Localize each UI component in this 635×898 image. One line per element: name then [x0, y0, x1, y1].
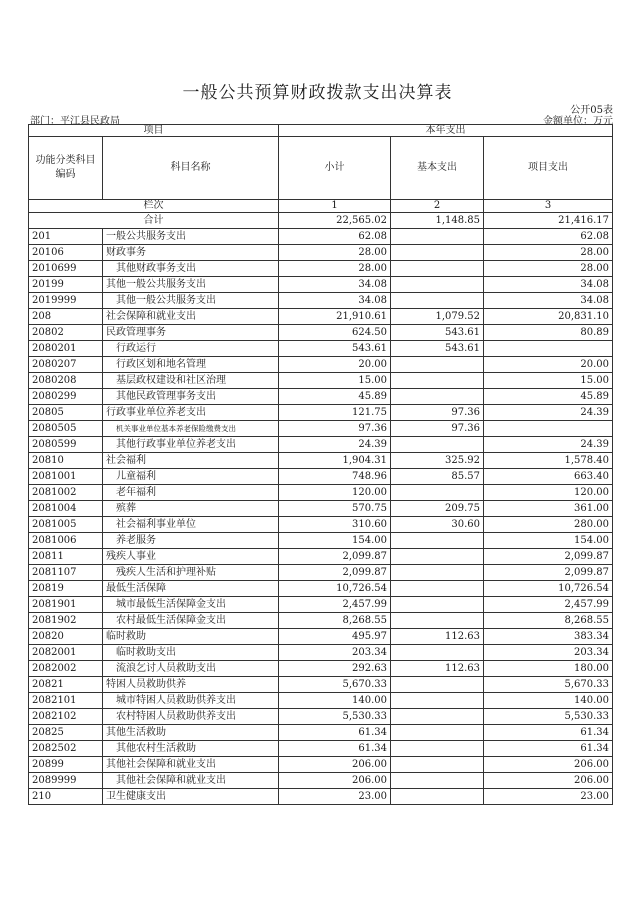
table-row — [29, 453, 613, 469]
row-project: 1,578.40 — [484, 453, 613, 469]
row-basic — [391, 293, 484, 309]
row-name: 其他社会保障和就业支出 — [103, 773, 279, 789]
row-name: 其他民政管理事务支出 — [103, 389, 279, 405]
table-row — [29, 245, 613, 261]
table-row — [29, 517, 613, 533]
table-row — [29, 325, 613, 341]
row-project: 2,457.99 — [484, 597, 613, 613]
row-name: 其他社会保障和就业支出 — [103, 757, 279, 773]
row-name: 财政事务 — [103, 245, 279, 261]
row-basic — [391, 725, 484, 741]
row-subtotal: 1,904.31 — [279, 453, 391, 469]
row-subtotal: 97.36 — [279, 421, 391, 437]
row-code: 20805 — [29, 405, 103, 421]
table-row — [29, 293, 613, 309]
row-code: 201 — [29, 229, 103, 245]
row-subtotal: 206.00 — [279, 757, 391, 773]
row-project: 24.39 — [484, 405, 613, 421]
row-subtotal: 5,530.33 — [279, 709, 391, 725]
row-basic — [391, 533, 484, 549]
row-name: 残疾人事业 — [103, 549, 279, 565]
row-basic — [391, 693, 484, 709]
row-basic — [391, 357, 484, 373]
row-name: 残疾人生活和护理补贴 — [103, 565, 279, 581]
row-subtotal: 310.60 — [279, 517, 391, 533]
table-row — [29, 421, 613, 437]
header-basic: 基本支出 — [391, 137, 484, 200]
row-code: 2081004 — [29, 501, 103, 517]
row-basic: 97.36 — [391, 405, 484, 421]
row-name: 农村特困人员救助供养支出 — [103, 709, 279, 725]
row-name: 其他生活救助 — [103, 725, 279, 741]
header-row-top — [29, 125, 613, 137]
row-project: 80.89 — [484, 325, 613, 341]
table-row — [29, 661, 613, 677]
row-basic — [391, 645, 484, 661]
row-basic — [391, 709, 484, 725]
header-code: 功能分类科目编码 — [29, 137, 103, 200]
row-name: 流浪乞讨人员救助支出 — [103, 661, 279, 677]
row-project: 10,726.54 — [484, 581, 613, 597]
row-code: 2082102 — [29, 709, 103, 725]
table-row — [29, 773, 613, 789]
row-code: 2080207 — [29, 357, 103, 373]
row-name: 基层政权建设和社区治理 — [103, 373, 279, 389]
row-name: 社会福利事业单位 — [103, 517, 279, 533]
header-item: 项目 — [29, 125, 279, 137]
row-basic — [391, 789, 484, 805]
row-subtotal: 8,268.55 — [279, 613, 391, 629]
row-code: 20106 — [29, 245, 103, 261]
row-name: 社会保障和就业支出 — [103, 309, 279, 325]
row-name: 一般公共服务支出 — [103, 229, 279, 245]
row-code: 20825 — [29, 725, 103, 741]
row-project: 361.00 — [484, 501, 613, 517]
row-code: 2080505 — [29, 421, 103, 437]
table-row — [29, 389, 613, 405]
header-project: 项目支出 — [484, 137, 613, 200]
table-row — [29, 533, 613, 549]
row-subtotal: 24.39 — [279, 437, 391, 453]
column-index-3: 3 — [484, 200, 613, 213]
table-row — [29, 261, 613, 277]
table-row — [29, 677, 613, 693]
row-basic — [391, 245, 484, 261]
table-row — [29, 373, 613, 389]
row-project: 663.40 — [484, 469, 613, 485]
row-basic — [391, 437, 484, 453]
column-index-2: 2 — [391, 200, 484, 213]
row-subtotal: 10,726.54 — [279, 581, 391, 597]
unit-label: 金额单位：万元 — [543, 116, 613, 127]
table-row — [29, 581, 613, 597]
total-project: 21,416.17 — [484, 213, 613, 229]
row-code: 2081006 — [29, 533, 103, 549]
expenditure-table — [28, 124, 613, 805]
row-basic — [391, 261, 484, 277]
form-number: 公开05表 — [570, 105, 613, 116]
table-row — [29, 757, 613, 773]
total-subtotal: 22,565.02 — [279, 213, 391, 229]
row-subtotal: 61.34 — [279, 725, 391, 741]
row-basic: 112.63 — [391, 629, 484, 645]
row-project: 383.34 — [484, 629, 613, 645]
row-code: 2082101 — [29, 693, 103, 709]
table-row — [29, 405, 613, 421]
column-index-row — [29, 200, 613, 213]
table-row — [29, 469, 613, 485]
table-row — [29, 597, 613, 613]
row-subtotal: 154.00 — [279, 533, 391, 549]
row-name: 卫生健康支出 — [103, 789, 279, 805]
row-name: 农村最低生活保障金支出 — [103, 613, 279, 629]
row-name: 其他一般公共服务支出 — [103, 293, 279, 309]
row-code: 2081107 — [29, 565, 103, 581]
row-project: 28.00 — [484, 245, 613, 261]
row-basic — [391, 741, 484, 757]
column-label: 栏次 — [29, 200, 279, 213]
row-project: 28.00 — [484, 261, 613, 277]
row-name: 行政事业单位养老支出 — [103, 405, 279, 421]
row-code: 2080201 — [29, 341, 103, 357]
row-project: 20,831.10 — [484, 309, 613, 325]
row-subtotal: 203.34 — [279, 645, 391, 661]
row-basic — [391, 757, 484, 773]
table-row — [29, 485, 613, 501]
row-code: 2089999 — [29, 773, 103, 789]
row-subtotal: 28.00 — [279, 245, 391, 261]
row-subtotal: 20.00 — [279, 357, 391, 373]
table-row — [29, 725, 613, 741]
row-code: 20821 — [29, 677, 103, 693]
total-row — [29, 213, 613, 229]
row-basic: 112.63 — [391, 661, 484, 677]
row-project: 45.89 — [484, 389, 613, 405]
row-basic — [391, 773, 484, 789]
row-subtotal: 2,099.87 — [279, 565, 391, 581]
header-current-year: 本年支出 — [279, 125, 613, 137]
row-name: 养老服务 — [103, 533, 279, 549]
row-code: 2081001 — [29, 469, 103, 485]
row-code: 20819 — [29, 581, 103, 597]
row-code: 2081901 — [29, 597, 103, 613]
row-basic: 543.61 — [391, 341, 484, 357]
row-basic: 97.36 — [391, 421, 484, 437]
row-basic — [391, 613, 484, 629]
row-subtotal: 62.08 — [279, 229, 391, 245]
row-subtotal: 34.08 — [279, 277, 391, 293]
row-project: 15.00 — [484, 373, 613, 389]
row-subtotal: 5,670.33 — [279, 677, 391, 693]
row-code: 210 — [29, 789, 103, 805]
row-subtotal: 61.34 — [279, 741, 391, 757]
row-basic — [391, 549, 484, 565]
row-code: 2081005 — [29, 517, 103, 533]
row-project: 5,670.33 — [484, 677, 613, 693]
row-project: 34.08 — [484, 293, 613, 309]
table-row — [29, 709, 613, 725]
row-code: 2019999 — [29, 293, 103, 309]
row-code: 20199 — [29, 277, 103, 293]
row-subtotal: 495.97 — [279, 629, 391, 645]
row-code: 20899 — [29, 757, 103, 773]
row-basic — [391, 581, 484, 597]
report-title: 一般公共预算财政拨款支出决算表 — [182, 83, 453, 103]
row-subtotal: 121.75 — [279, 405, 391, 421]
row-project: 154.00 — [484, 533, 613, 549]
row-subtotal: 28.00 — [279, 261, 391, 277]
row-name: 其他农村生活救助 — [103, 741, 279, 757]
row-basic — [391, 485, 484, 501]
row-subtotal: 543.61 — [279, 341, 391, 357]
row-name: 行政区划和地名管理 — [103, 357, 279, 373]
row-name: 其他行政事业单位养老支出 — [103, 437, 279, 453]
row-code: 2081002 — [29, 485, 103, 501]
row-subtotal: 206.00 — [279, 773, 391, 789]
row-name: 行政运行 — [103, 341, 279, 357]
row-project: 23.00 — [484, 789, 613, 805]
row-project: 180.00 — [484, 661, 613, 677]
department-label: 部门：平江县民政局 — [30, 116, 120, 127]
row-basic — [391, 677, 484, 693]
row-project: 206.00 — [484, 773, 613, 789]
row-name: 临时救助支出 — [103, 645, 279, 661]
row-name: 其他财政事务支出 — [103, 261, 279, 277]
row-code: 2080208 — [29, 373, 103, 389]
row-code: 2010699 — [29, 261, 103, 277]
row-project: 61.34 — [484, 725, 613, 741]
row-project: 61.34 — [484, 741, 613, 757]
row-subtotal: 34.08 — [279, 293, 391, 309]
row-basic — [391, 229, 484, 245]
row-name: 临时救助 — [103, 629, 279, 645]
row-basic: 325.92 — [391, 453, 484, 469]
row-name: 城市特困人员救助供养支出 — [103, 693, 279, 709]
table-row — [29, 501, 613, 517]
row-project: 2,099.87 — [484, 549, 613, 565]
row-basic: 209.75 — [391, 501, 484, 517]
row-code: 20810 — [29, 453, 103, 469]
table-row — [29, 629, 613, 645]
row-code: 20811 — [29, 549, 103, 565]
header-name: 科目名称 — [103, 137, 279, 200]
row-subtotal: 45.89 — [279, 389, 391, 405]
row-name: 殡葬 — [103, 501, 279, 517]
row-basic: 85.57 — [391, 469, 484, 485]
row-subtotal: 2,457.99 — [279, 597, 391, 613]
row-code: 2081902 — [29, 613, 103, 629]
table-row — [29, 741, 613, 757]
row-code: 2082001 — [29, 645, 103, 661]
row-code: 2080599 — [29, 437, 103, 453]
table-row — [29, 309, 613, 325]
row-code: 208 — [29, 309, 103, 325]
table-row — [29, 645, 613, 661]
row-subtotal: 120.00 — [279, 485, 391, 501]
table-row — [29, 437, 613, 453]
row-basic — [391, 565, 484, 581]
total-label: 合计 — [29, 213, 279, 229]
row-project: 8,268.55 — [484, 613, 613, 629]
row-basic — [391, 389, 484, 405]
row-name: 儿童福利 — [103, 469, 279, 485]
row-subtotal: 570.75 — [279, 501, 391, 517]
column-index-1: 1 — [279, 200, 391, 213]
row-name: 民政管理事务 — [103, 325, 279, 341]
row-project — [484, 421, 613, 437]
row-code: 2082502 — [29, 741, 103, 757]
row-subtotal: 21,910.61 — [279, 309, 391, 325]
header-subtotal: 小计 — [279, 137, 391, 200]
table-row — [29, 357, 613, 373]
row-subtotal: 23.00 — [279, 789, 391, 805]
row-basic: 1,079.52 — [391, 309, 484, 325]
row-project: 24.39 — [484, 437, 613, 453]
row-code: 2080299 — [29, 389, 103, 405]
row-name: 城市最低生活保障金支出 — [103, 597, 279, 613]
row-code: 2082002 — [29, 661, 103, 677]
row-subtotal: 2,099.87 — [279, 549, 391, 565]
row-project: 20.00 — [484, 357, 613, 373]
total-basic: 1,148.85 — [391, 213, 484, 229]
row-subtotal: 292.63 — [279, 661, 391, 677]
row-project — [484, 341, 613, 357]
row-project: 5,530.33 — [484, 709, 613, 725]
row-basic: 543.61 — [391, 325, 484, 341]
header-row-main — [29, 137, 613, 200]
table-row — [29, 789, 613, 805]
row-name: 特困人员救助供养 — [103, 677, 279, 693]
table-row — [29, 277, 613, 293]
row-project: 140.00 — [484, 693, 613, 709]
row-basic — [391, 597, 484, 613]
row-subtotal: 140.00 — [279, 693, 391, 709]
row-code: 20802 — [29, 325, 103, 341]
row-subtotal: 624.50 — [279, 325, 391, 341]
row-name: 机关事业单位基本养老保险缴费支出 — [103, 421, 279, 437]
row-project: 34.08 — [484, 277, 613, 293]
table-row — [29, 613, 613, 629]
row-name: 社会福利 — [103, 453, 279, 469]
table-row — [29, 693, 613, 709]
row-project: 206.00 — [484, 757, 613, 773]
table-row — [29, 565, 613, 581]
table-row — [29, 549, 613, 565]
row-basic — [391, 277, 484, 293]
row-name: 最低生活保障 — [103, 581, 279, 597]
row-project: 62.08 — [484, 229, 613, 245]
row-project: 203.34 — [484, 645, 613, 661]
row-basic: 30.60 — [391, 517, 484, 533]
row-subtotal: 748.96 — [279, 469, 391, 485]
row-project: 120.00 — [484, 485, 613, 501]
row-basic — [391, 373, 484, 389]
table-row — [29, 341, 613, 357]
row-name: 其他一般公共服务支出 — [103, 277, 279, 293]
row-project: 280.00 — [484, 517, 613, 533]
table-row — [29, 229, 613, 245]
row-project: 2,099.87 — [484, 565, 613, 581]
row-code: 20820 — [29, 629, 103, 645]
row-name: 老年福利 — [103, 485, 279, 501]
row-subtotal: 15.00 — [279, 373, 391, 389]
